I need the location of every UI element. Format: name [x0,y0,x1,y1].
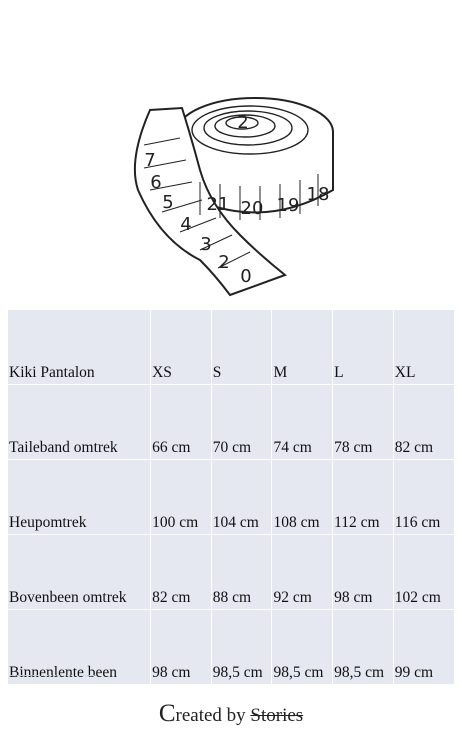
measurement-label: Binnenlente been [8,610,151,685]
measurement-value: 78 cm [333,385,394,460]
measurement-value: 98,5 cm [211,610,272,685]
measurement-value: 70 cm [211,385,272,460]
tape-number: 0 [240,266,252,287]
tape-number: 6 [150,172,162,193]
measurement-value: 92 cm [272,535,333,610]
tape-number: 19 [276,195,300,216]
credit-brand: Stories [250,705,304,726]
tape-number: 4 [180,214,192,235]
measurement-value: 104 cm [211,460,272,535]
measurement-label: Taileband omtrek [8,385,151,460]
credit-initial: C [158,700,176,727]
credit-line [0,700,462,728]
size-header: XL [393,310,454,385]
size-header: S [211,310,272,385]
measurement-value: 108 cm [272,460,333,535]
size-chart-table [8,310,454,685]
measurement-value: 99 cm [393,610,454,685]
measurement-value: 82 cm [151,535,212,610]
table-header-row [8,310,454,385]
table-row [8,460,454,535]
tape-number: 2 [218,252,230,273]
measurement-value: 98,5 cm [333,610,394,685]
tape-number: 18 [306,184,330,205]
measurement-value: 74 cm [272,385,333,460]
dotted-divider [10,675,96,678]
measurement-value: 100 cm [151,460,212,535]
measurement-value: 98 cm [151,610,212,685]
measurement-value: 116 cm [393,460,454,535]
tape-number: 5 [162,192,174,213]
tape-number: 2 [237,112,249,133]
measurement-value: 102 cm [393,535,454,610]
product-name: Kiki Pantalon [8,310,151,385]
size-header: XS [151,310,212,385]
tape-number: 7 [144,150,156,171]
table-row [8,535,454,610]
measurement-label: Heupomtrek [8,460,151,535]
size-header: M [272,310,333,385]
measurement-value: 66 cm [151,385,212,460]
measurement-value: 82 cm [393,385,454,460]
tape-number: 3 [200,234,212,255]
measurement-value: 112 cm [333,460,394,535]
size-header: L [333,310,394,385]
credit-text: reated by [175,705,251,726]
measurement-value: 98 cm [333,535,394,610]
measuring-tape-icon [120,90,345,300]
tape-number: 21 [206,194,230,215]
table-row [8,610,454,685]
measurement-label: Bovenbeen omtrek [8,535,151,610]
table-row [8,385,454,460]
measurement-value: 98,5 cm [272,610,333,685]
measurement-value: 88 cm [211,535,272,610]
tape-number: 20 [240,198,264,219]
